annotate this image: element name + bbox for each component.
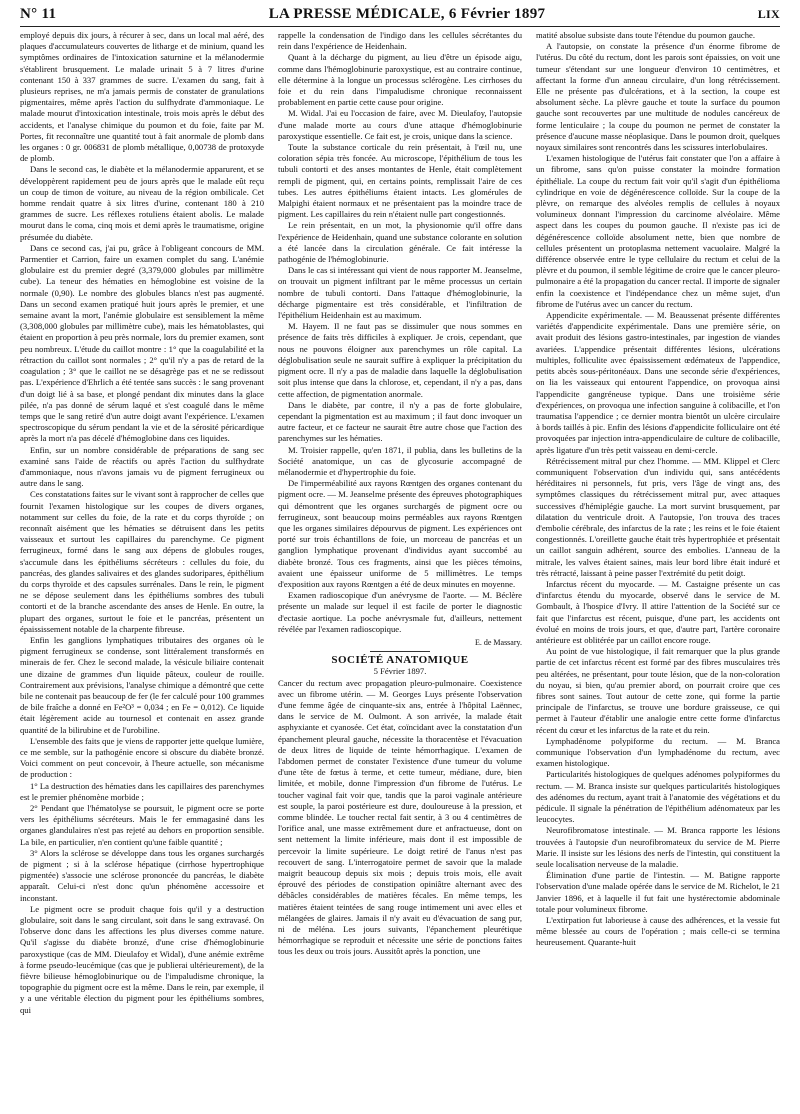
paragraph: L'extirpation fut laborieuse à cause des adhérences, et la vessie fut même blessée au cours de l'opération ; mais celle-ci se termina heureusement. Quarante-huit [536, 915, 780, 948]
paragraph: M. Troisier rappelle, qu'en 1871, il publia, dans les bulletins de la Société anatomique, un cas de glycosurie accompagné de mélanodermie et d'hypertrophie du foie. [278, 444, 522, 477]
paragraph: Enfin, sur un nombre considérable de préparations de sang sec examiné sans l'aide de réactifs ou après l'action du sulfhydrate d'ammoniaque, nous n'avons jamais vu de pigment ferrugineux ou autre dans le sang. [20, 444, 264, 489]
signature: E. de Massary. [474, 637, 522, 647]
paragraph: L'examen histologique de l'utérus fait constater que l'on a affaire à un fibrome, sans qu'on puisse constater la moindre formation épithéliale. La coupe du rectum fait voir qu'il s'agit d'un épithélioma cylindrique en voie de dégénérescence colloïde. Sur la coupe de la plèvre, on remarque des alvéoles remplis de cellules à noyaux volumineux donnant l'impression du carcinome alvéolaire. Même aspect dans les coupes du poumon gauche. Il n'existe pas ici de dégénérescence colloïde absolument nette, bien que nombre de cellules présentent un protoplasma nettement vacuolaire. Malgré la différence observée entre le type cellulaire du rectum et celui de la plèvre et du poumon, il semble légitime de croire que le cancer pleuro-pulmonaire a été la propagation du cancer rectal. Il importe de signaler enfin la coexistence et l'indépendance chez un même sujet, d'un fibrome de l'utérus avec un cancer du rectum. [536, 153, 780, 309]
journal-title: LA PRESSE MÉDICALE, 6 Février 1897 [268, 6, 546, 22]
page-number: LIX [757, 7, 780, 21]
section-date: 5 Février 1897. [373, 666, 427, 677]
column-middle [278, 30, 522, 1110]
paragraph: L'ensemble des faits que je viens de rapporter jette quelque lumière, ce me semble, sur la pathogénie encore si obscure du diabète bronzé. Voici comment on peut concevoir, à l'heure actuelle, son mécanisme de production : [20, 735, 264, 780]
paragraph: Particularités histologiques de quelques adénomes polypiformes du rectum. — M. Branca insiste sur quelques particularités histologiques des adénomes du rectum, ayant trait à l'anatomie des végétations et du pédicule. Il signale la pénétration de l'épithélium adénomateux par les leucocytes. [536, 769, 780, 825]
paragraph: Appendicite expérimentale. — M. Beaussenat présente différentes variétés d'appendicite expérimentale. Dans une première série, on avait produit des lésions gastro-intestinales, par ingestion de viandes avariées. L'appendice présentait différentes lésions, ulcérations multiples, folliculite avec épaississement œdémateux de l'appendice, petits abcès sous-péritonéaux. Dans une seconde série d'expériences, on lia les vaisseaux qui entourent l'appendice, on provoqua ainsi l'appendicite gangréneuse typique. Dans une troisième série d'expériences, on provoqua une infection sanguine à colibacille, et l'on traumatisa l'appendice ; ce dernier montra bientôt un ulcère circulaire à bords taillés à pic. Enfin des lésions d'appendicite folliculaire ont été provoquées par injection intra-appendiculaire de culture de colibacille, après ligature d'un très petit vaisseau en demi-cercle. [536, 310, 780, 455]
paragraph: Le pigment ocre se produit chaque fois qu'il y a destruction globulaire, soit dans le sang circulant, soit dans le sang extravasé. On l'observe donc dans les affections les plus diverses comme nature. Qu'il s'agisse du diabète bronzé, d'une crise d'hémoglobinurie paroxystique (cas de MM. Dieulafoy et Widal), d'une anémie extrême à forme pseudo-leucémique (cas que je publierai ultérieurement), de la fièvre bilieuse hémoglobinurique ou de l'impaludisme chronique, la topographie du pigment ocre est la même. Dans le rein, par exemple, il y a une véritable élection du pigment pour les épithéliums sombres, qui [20, 903, 264, 1015]
paragraph: Dans le second cas, le diabète et la mélanodermie apparurent, et se développèrent rapidement peu de jours après que le malade eût reçu un coup de timon de voiture, au niveau de la région ombilicale. Cet homme rendait quatre à six litres d'urine, contenant 180 à 210 grammes de sucre. Les réflexes rotuliens étaient abolis. Le malade mourut dans le coma, cinq mois et demi après le traumatisme, origine présumée du diabète. [20, 164, 264, 242]
paragraph: M. Widal. J'ai eu l'occasion de faire, avec M. Dieulafoy, l'autopsie d'une malade morte au cours d'une attaque d'hémoglobinurie paroxystique essentielle. Ce fait est, je crois, unique dans la science. [278, 108, 522, 141]
paragraph: Infarctus récent du myocarde. — M. Castaigne présente un cas d'infarctus étendu du myocarde, observé dans le service de M. Gombault, à l'hospice d'Ivry. Il attire l'attention de la Société sur ce fait que l'infarctus est récent, puisque, d'une part, les accidents ont évolué en moins de trois jours, et que, d'autre part, l'artère coronaire antérieure est oblitérée par un caillot encore rouge. [536, 578, 780, 645]
paragraph: Dans le diabète, par contre, il n'y a pas de forte globulaire, cependant la pigmentation est au maximum ; il faut donc invoquer un autre facteur, et ce facteur ne saurait être autre chose que l'action des parenchymes sur les hématies. [278, 399, 522, 444]
paragraph: Enfin les ganglions lymphatiques tributaires des organes où le pigment ferrugineux se condense, sont littéralement transformés en minerais de fer. Chez le second malade, la vésicule biliaire contenait une dizaine de grammes d'un liquide pâteux, couleur de rouille. Contrairement aux prévisions, l'analyse chimique a démontré que cette bile ne contenait pas beaucoup de fer (le fer calculé pour 100 grammes de bile fraîche a donné en Fe²O³ = 0,034 ; en Fe = 0,012). Ce liquide était légèrement acide au tournesol et contenait en assez grande quantité de la bilirubine et de l'urobiline. [20, 634, 264, 735]
column-left [20, 30, 264, 1110]
paragraph: Quant à la décharge du pigment, au lieu d'être un épisode aigu, comme dans l'hémoglobinurie paroxystique, est au contraire continue, elle détermine à la longue un processus sclérogène. Les cirrhoses du foie et du rein dans l'impaludisme chronique reconnaissent probablement en partie cette cause pour origine. [278, 52, 522, 108]
paragraph: Dans ce second cas, j'ai pu, grâce à l'obligeant concours de MM. Parmentier et Carrion, faire un examen complet du sang. L'anémie globulaire est du premier degré (3,379,000 globules par millimètre cube). La teneur des hématies en hémoglobine est voisine de la normale (0,90). Le nombre des globules blancs n'est pas augmenté. Dans un second examen pratiqué huit jours après le premier, et une semaine avant la mort, l'anémie globulaire est sensiblement la même (3,308,000 globules par millimètre cube), mais les hématoblastes, qui étaient en proportion à peu près normale, lors du premier examen, sont peu nombreux. L'étude du caillot montre : 1° que la coagulabilité et la rétraction du caillot sont normales ; 2° qu'il n'y a pas de retard de la coagulation ; 3° que le caillot ne se désagrège pas et ne se redissout pas. L'expérience d'Ehrlich a été tentée sans succès : le sang provenant d'un doigt lié à sa base, et plongé pendant dix minutes dans la glace pilée, n'a pas donné de sérum laqué et s'est coagulé dans le même temps que le sang retiré d'un autre doigt avant l'expérience. L'examen spectroscopique du sérum pendant la vie et de la sérosité péricardique après la mort n'a pas décelé d'hémoglobine dans ces liquides. [20, 242, 264, 444]
text-columns [20, 30, 780, 1110]
paragraph: De l'imperméabilité aux rayons Rœntgen des organes contenant du pigment ocre. — M. Jeanselme présente des épreuves photographiques qui démontrent que les organes surchargés de pigment ocre ou ferrugineux, sont beaucoup moins perméables aux rayons Rœntgen que les organes similaires dépourvus de pigment. Les expériences ont porté sur trois échantillons de foie, un morceau de pancréas et un ganglion lymphatique provenant d'individus ayant succombé au diabète bronzé. Tous ces fragments, ainsi que les pièces témoins, avaient une épaisseur uniforme de 5 millimètres. Le temps d'exposition aux rayons Rœntgen a été de deux minutes en moyenne. [278, 478, 522, 589]
column-right [536, 30, 780, 1110]
page-header [20, 6, 780, 28]
paragraph: Examen radioscopique d'un anévrysme de l'aorte. — M. Béclère présente un malade sur lequel il est facile de porter le diagnostic d'ectasie aortique. La poche anévrysmale fut, d'ailleurs, nettement révélée par l'examen radioscopique. [278, 590, 522, 634]
paragraph: M. Hayem. Il ne faut pas se dissimuler que nous sommes en présence de faits très difficiles à expliquer. Je crois, cependant, que nous ne pouvons éloigner aux parenchymes un rôle capital. La déglobulisation seule ne saurait suffire à expliquer la précipitation du pigment ocre. Il n'y a pas de maladie dans laquelle la déglobulisation soit plus intense que dans la chlorose, et, cependant, il n'y a pas, dans cette affection, de pigmentation anormale. [278, 321, 522, 399]
paragraph: Cancer du rectum avec propagation pleuro-pulmonaire. Coexistence avec un fibrome utérin. — M. Georges Luys présente l'observation d'une femme âgée de cinquante-six ans, entrée à l'hôpital Laënnec, dans le service de M. Oulmont. A son arrivée, la malade était asphyxiante et cyanosée. Cet état, coïncidant avec la constatation d'un épanchement pleural gauche, nécessite la thoracentèse et l'évacuation de deux litres de liquide de teinte hémorrhagique. L'examen de l'abdomen permet de constater l'existence d'une tumeur du volume d'une tête de fœtus à terme, et cette tumeur, médiane, dure, bien limitée, et mobile, donne l'impression d'un fibrome de l'utérus. Le toucher vaginal fait voir que, tandis que la paroi vaginale antérieure est souple, la paroi postérieure est dure, douloureuse à la pression, et comme blindée. Le toucher rectal fait sentir, à 3 ou 4 centimètres de l'orifice anal, une masse extrêmement dure et anfractueuse, dont on sent nettement la limite inférieure, mais dont il est impossible de percevoir la limite supérieure. Le doigt retiré de l'anus n'est pas recouvert de sang. L'interrogatoire permet de savoir que la malade maigrit beaucoup depuis six mois ; depuis trois mois, elle avait éprouvé des périodes de constipation opiniâtre alternant avec des débâcles considérables de matières fécales. En même temps, les matières étaient teintées de sang rouge intimement uni avec elles et mélangées de glaires. Jamais il n'y avait eu d'évacuation de sang pur, ni de méléna. Les jours suivants, l'épanchement pleurétique hémorrhagique se reproduit et nécessite une série de ponctions faites tous les deux ou trois jours. Aussitôt après la ponction, une [278, 677, 522, 957]
paragraph: Lymphadénome polypiforme du rectum. — M. Branca communique l'observation d'un lymphadénome du rectum, avec examen histologique. [536, 735, 780, 769]
paragraph: A l'autopsie, on constate la présence d'un énorme fibrome de l'utérus. Du côté du rectum, dont les parois sont épaissies, on voit une tumeur s'étendant sur une longueur d'environ 10 centimètres, et affectant la forme d'un anneau circulaire, d'un long rétrécissement. Elle ne présente pas d'ulcérations, et à la section, la coupe est absolument sèche. La plèvre gauche et toute la surface du poumon gauche sont recouvertes par une multitude de nodules cancéreux de forme lenticulaire ; la coupe du poumon ne permet de constater la présence d'aucune masse néoplasique. Dans le poumon droit, quelques noyaux similaires sont rencontrés dans les scissures interlobulaires. [536, 41, 780, 153]
paragraph: Au point de vue histologique, il fait remarquer que la plus grande partie de cet infarctus récent est formé par des fibres musculaires très peu altérées, ne présentant, pour toute lésion, que de la non-coloration du noyau, si bien, qu'au premier abord, on pourrait croire que ces fibres sont saines. Tout autour de cette zone, qui forme la partie principale de l'infarctus, se trouve une bordure graisseuse, ce qui permet à l'auteur d'établir une analogie entre cette forme d'infarctus récent du cœur et les infarctus de la rate et du rein. [536, 646, 780, 735]
paragraph: Ces constatations faites sur le vivant sont à rapprocher de celles que fournit l'examen histologique sur les coupes de divers organes, notamment sur celles du foie, de la rate et du corps thyroïde ; on reconnaît aisément que les hématies se détruisent dans les petits vaisseaux et surtout les capillaires du parenchyme. Ce pigment ferrugineux, formé dans le sang aux dépens de globules rouges, s'accumule dans les épithéliums sécréteurs : cellules du foie, du pancréas, des glandes salivaires et des glandes sudoripares, épithélium du corps thyroïde et des capsules surrénales. Dans le rein, le pigment ne se dépose seulement dans les épithéliums sombres des tubuli contorti et de la branche ascendante des anses de Henle. En outre, la plupart des organes, surtout le foie et le pancréas, présentent un épaississement notable de la charpente fibreuse. [20, 489, 264, 634]
paragraph: Élimination d'une partie de l'intestin. — M. Batigne rapporte l'observation d'une malade opérée dans le service de M. Richelot, le 21 Janvier 1896, et à laquelle il fut fait une hystérectomie abdominale totale pour volumineux fibrome. [536, 870, 780, 914]
paragraph: matité absolue subsiste dans toute l'étendue du poumon gauche. [536, 30, 755, 40]
paragraph: 1° La destruction des hématies dans les capillaires des parenchymes est le premier phénomène morbide ; [20, 780, 264, 802]
issue-number: N° 11 [20, 6, 57, 22]
paragraph: Neurofibromatose intestinale. — M. Branca rapporte les lésions trouvées à l'autopsie d'un neurofibromateux du service de M. Pierre Marie. Il insiste sur les lésions des nerfs de l'intestin, qui constituent la seule localisation nerveuse de la maladie. [536, 825, 780, 870]
section-separator [370, 651, 430, 652]
paragraph: Dans le cas si intéressant qui vient de nous rapporter M. Jeanselme, on trouvait un pigment infiltrant par le même processus un certain nombre de tubuli contorti. Dans l'attaque d'hémoglobinurie, la décharge pigmentaire est très considérable, et l'infiltration de l'épithélium Heidenhain est au maximum. [278, 265, 522, 321]
paragraph: rappelle la condensation de l'indigo dans les cellules sécrétantes du rein dans l'expérience de Heidenhain. [278, 30, 522, 52]
paragraph: Rétrécissement mitral pur chez l'homme. — MM. Klippel et Clerc communiquent l'observation d'un individu qui, sans antécédents héréditaires ni personnels, fut pris, vers l'âge de vingt ans, des symptômes classiques du rétrécissement mitral pur, avec attaques successives d'hémiplégie gauche. La mort survint brusquement, par dilatation du ventricule droit. A l'autopsie, l'on trouva des traces d'embolie cérébrale, des infarctus de la rate ; les reins et le foie étaient congestionnés. L'oreillette gauche était très hypertrophiée et présentait un caillot sanguin adhérent, source des embolies. L'anneau de la mitrale, les valves étaient saines, mais leur bord libre était induré et très rétracté, laissant à peine passer l'extrémité du petit doigt. [536, 455, 780, 578]
paragraph: employé depuis dix jours, à récurer à sec, dans un local mal aéré, des plaques d'accumulateurs couvertes de litharge et de minium, quand les symptômes ordinaires de l'intoxication saturnine et la mélanodermie s'établirent brusquement. Le malade urinait 5 à 7 litres d'urine contenant 150 à 337 grammes de sucre. L'examen du sang, fait à plusieurs reprises, ne m'a jamais permis de constater de granulations pigmentaires, même après l'action du sulfhydrate d'ammoniaque. Le malade mourut d'intoxication intestinale, trois mois après le début des accidents, et l'analyse chimique du poumon et du foie, faite par M. Portes, fit reconnaître une quantité tout à fait anormale de plomb dans les organes : 0 gr. 006831 de plomb métallique, 0,00738 de protoxyde de plomb. [20, 30, 264, 164]
paragraph: Toute la substance corticale du rein présentait, à l'œil nu, une coloration sépia très foncée. Au microscope, l'épithélium de tous les tubuli contorti et des anses montantes de Henle, était complètement rempli de pigment, qui, en certains points, remplissait l'aire de ces tubes. Les autres épithéliums étaient intacts. Les glomérules de Malpighi étaient normaux et ne présentaient pas la moindre trace de pigment. Les capillaires du rein n'étaient nulle part congestionnés. [278, 142, 522, 220]
header-rule [20, 26, 780, 27]
paragraph: 2° Pendant que l'hématolyse se poursuit, le pigment ocre se porte vers les épithéliums sécréteurs. Mais le fer emmagasiné dans les organes glandulaires n'est pas rejeté au dehors en proportion sensible. La bile, en particulier, n'en contient qu'une faible quantité ; [20, 803, 264, 847]
section-title: SOCIÉTÉ ANATOMIQUE [331, 654, 469, 667]
paragraph: 3° Alors la sclérose se développe dans tous les organes surchargés de pigment ; si à la sclérose hépatique (cirrhose hypertrophique pigmentée) s'associe une sclérose prononcée du pancréas, le diabète apparaît. Celui-ci n'est donc qu'un phénomène accessoire et inconstant. [20, 847, 264, 903]
paragraph: Le rein présentait, en un mot, la physionomie qu'il offre dans l'expérience de Heidenhain, quand une substance colorante en solution a été lancée dans la circulation générale. Ce fait intéresse la pathogénie de l'hémoglobinurie. [278, 220, 522, 265]
